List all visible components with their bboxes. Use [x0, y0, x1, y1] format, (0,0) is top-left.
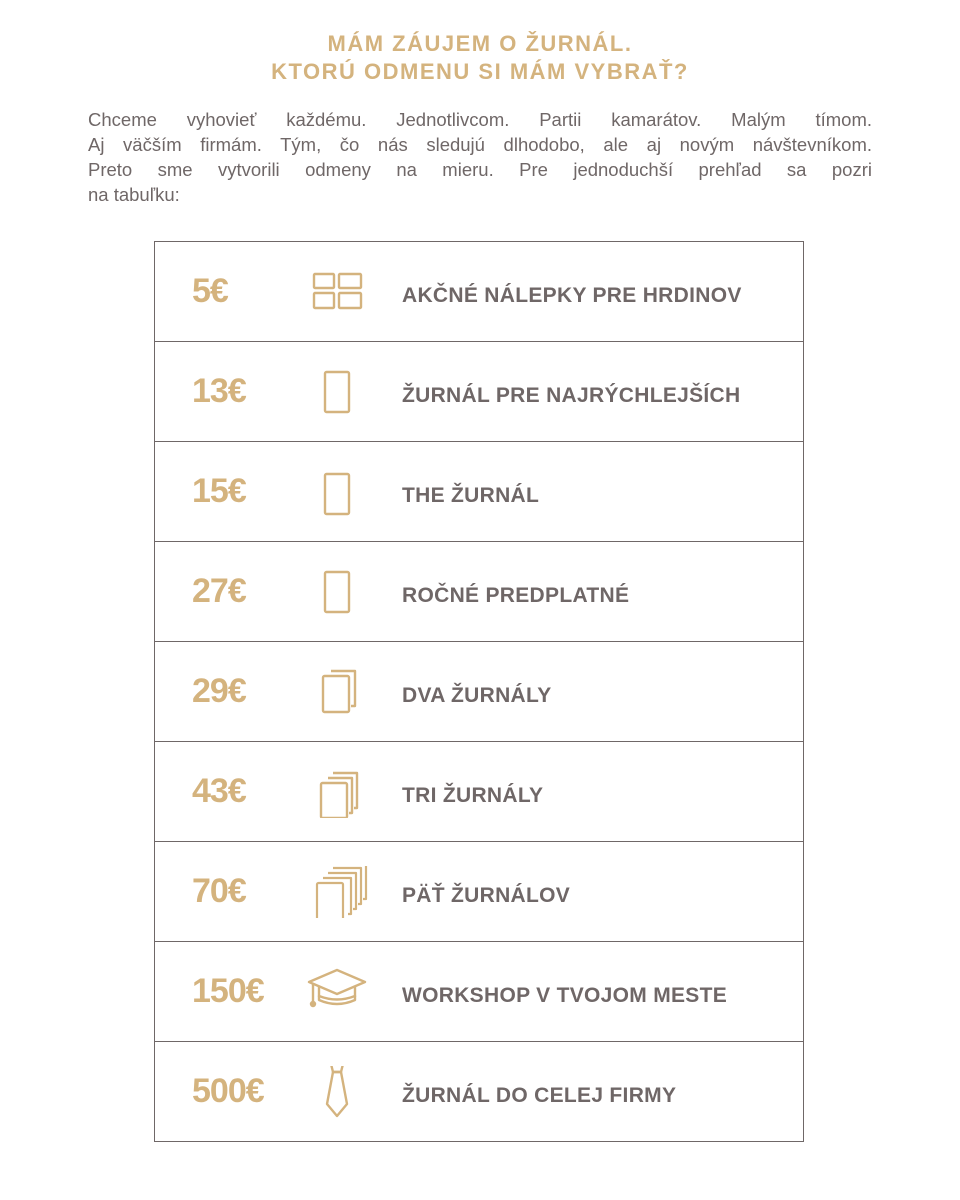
- reward-row-journal-early: [155, 342, 803, 442]
- graduation-cap-icon: [305, 966, 369, 1018]
- journal-icon: [305, 566, 369, 618]
- reward-row-company: [155, 1042, 803, 1142]
- reward-row-two-journals: [155, 642, 803, 742]
- reward-price: 15€: [192, 472, 246, 510]
- intro-line: Preto sme vytvorili odmeny na mieru. Pre jednoduchší prehľad sa pozri: [88, 159, 872, 180]
- journal-icon: [305, 366, 369, 418]
- reward-price: 5€: [192, 272, 228, 310]
- reward-row-stickers: [155, 242, 803, 342]
- reward-price: 500€: [192, 1072, 264, 1110]
- page-title: [0, 30, 960, 86]
- five-journals-icon: [305, 866, 369, 918]
- reward-label: TRI ŽURNÁLY: [402, 784, 544, 807]
- page-title-line-1: MÁM ZÁUJEM O ŽURNÁL.: [327, 31, 633, 56]
- reward-price: 70€: [192, 872, 246, 910]
- intro-line: na tabuľku:: [88, 184, 180, 205]
- intro-line: Chceme vyhovieť každému. Jednotlivcom. Partii kamarátov. Malým tímom.: [88, 109, 872, 130]
- rewards-table: [154, 241, 804, 1142]
- intro-line: Aj väčším firmám. Tým, čo nás sledujú dlhodobo, ale aj novým návštevníkom.: [88, 134, 872, 155]
- reward-price: 29€: [192, 672, 246, 710]
- reward-label: PÄŤ ŽURNÁLOV: [402, 884, 571, 907]
- reward-label: AKČNÉ NÁLEPKY PRE HRDINOV: [402, 284, 742, 307]
- reward-price: 13€: [192, 372, 246, 410]
- journal-icon: [305, 466, 369, 518]
- reward-row-workshop: [155, 942, 803, 1042]
- two-journals-icon: [305, 666, 369, 718]
- tie-icon: [305, 1066, 369, 1118]
- reward-label: ROČNÉ PREDPLATNÉ: [402, 584, 630, 607]
- reward-price: 43€: [192, 772, 246, 810]
- reward-label: DVA ŽURNÁLY: [402, 684, 552, 707]
- intro-paragraph: [88, 107, 872, 207]
- reward-row-the-journal: [155, 442, 803, 542]
- reward-label: ŽURNÁL PRE NAJRÝCHLEJŠÍCH: [402, 384, 741, 407]
- reward-row-three-journals: [155, 742, 803, 842]
- three-journals-icon: [305, 766, 369, 818]
- stickers-icon: [305, 266, 369, 318]
- reward-label: ŽURNÁL DO CELEJ FIRMY: [402, 1084, 677, 1107]
- reward-row-subscription: [155, 542, 803, 642]
- reward-price: 27€: [192, 572, 246, 610]
- reward-price: 150€: [192, 972, 264, 1010]
- page-title-line-2: KTORÚ ODMENU SI MÁM VYBRAŤ?: [271, 59, 689, 84]
- reward-row-five-journals: [155, 842, 803, 942]
- reward-label: WORKSHOP V TVOJOM MESTE: [402, 984, 728, 1007]
- reward-label: THE ŽURNÁL: [402, 484, 540, 507]
